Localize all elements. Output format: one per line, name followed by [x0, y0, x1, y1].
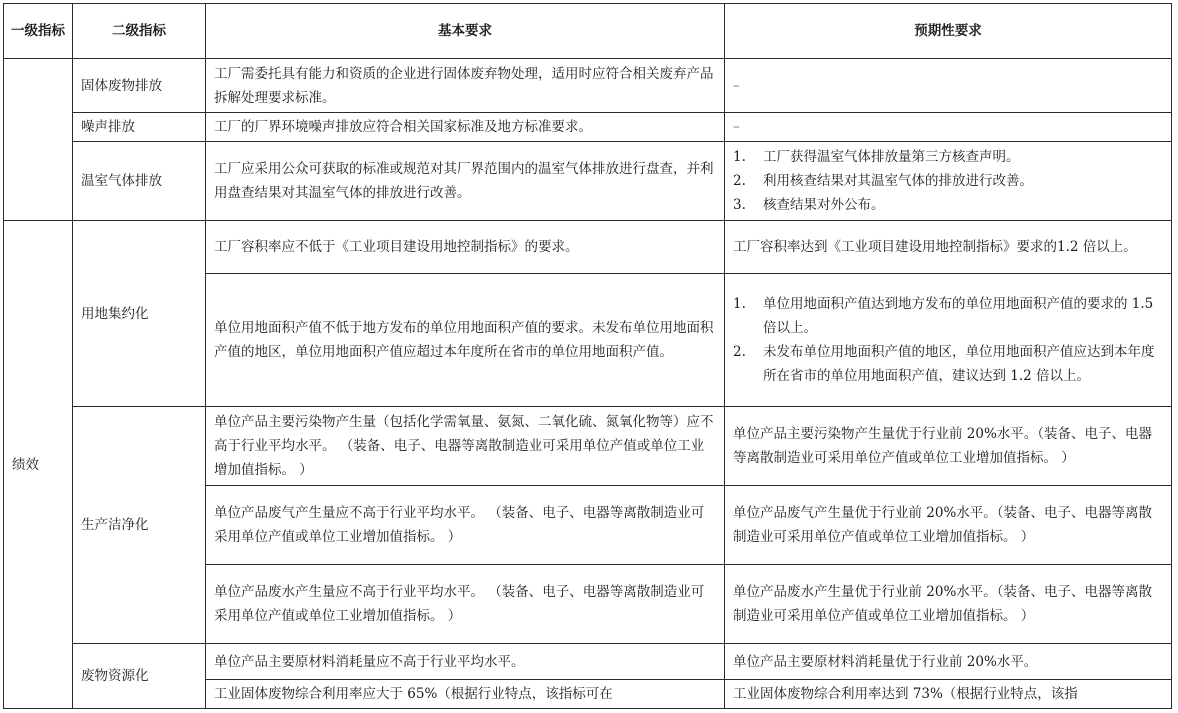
expected-cell: – [725, 113, 1172, 142]
basic-cell: 单位产品主要原材料消耗量应不高于行业平均水平。 [206, 644, 725, 680]
basic-cell: 工厂需委托具有能力和资质的企业进行固体废弃物处理，适用时应符合相关废弃产品拆解处理要求标准。 [206, 59, 725, 113]
expected-cell: – [725, 59, 1172, 113]
basic-cell: 单位产品废水产生量应不高于行业平均水平。 （装备、电子、电器等离散制造业可采用单位产值或单位工业增加值指标。 ） [206, 565, 725, 644]
level2-cell: 固体废物排放 [73, 59, 206, 113]
header-level2: 二级指标 [73, 4, 206, 59]
land-expected-list [733, 292, 1163, 388]
level2-cell: 生产洁净化 [73, 407, 206, 644]
basic-cell: 单位产品主要污染物产生量（包括化学需氧量、氨氮、二氧化硫、氮氧化物等）应不高于行业平均水平。 （装备、电子、电器等离散制造业可采用单位产值或单位工业增加值指标。 ） [206, 407, 725, 486]
expected-cell: 工厂容积率达到《工业项目建设用地控制指标》要求的1.2 倍以上。 [725, 221, 1172, 274]
indicator-table [3, 3, 1172, 709]
table-row [4, 221, 1172, 274]
level2-cell: 噪声排放 [73, 113, 206, 142]
list-item: 2. 未发布单位用地面积产值的地区，单位用地面积产值应达到本年度所在省市的单位用地面积产值，建议达到 1.2 倍以上。 [733, 344, 1155, 384]
expected-cell: 单位产品主要污染物产生量优于行业前 20%水平。（装备、电子、电器等离散制造业可采用单位产值或单位工业增加值指标。 ） [725, 407, 1172, 486]
list-item: 1. 工厂获得温室气体排放量第三方核查声明。 [733, 149, 1020, 165]
header-level1: 一级指标 [4, 4, 73, 59]
ghg-expected-list [733, 145, 1163, 217]
level2-cell: 废物资源化 [73, 644, 206, 709]
header-basic: 基本要求 [206, 4, 725, 59]
table-row [4, 113, 1172, 142]
basic-cell: 单位产品废气产生量应不高于行业平均水平。 （装备、电子、电器等离散制造业可采用单位产值或单位工业增加值指标。 ） [206, 486, 725, 565]
table-row [4, 59, 1172, 113]
level1-blank-cell [4, 59, 73, 221]
table-row [4, 644, 1172, 680]
list-item: 2. 利用核查结果对其温室气体的排放进行改善。 [733, 173, 1033, 189]
expected-cell [725, 274, 1172, 407]
expected-cell: 单位产品废水产生量优于行业前 20%水平。（装备、电子、电器等离散制造业可采用单位产值或单位工业增加值指标。 ） [725, 565, 1172, 644]
header-expected: 预期性要求 [725, 4, 1172, 59]
expected-cell [725, 142, 1172, 221]
level2-cell: 用地集约化 [73, 221, 206, 407]
basic-cell: 工业固体废物综合利用率应大于 65%（根据行业特点，该指标可在 [206, 680, 725, 709]
table-row [4, 407, 1172, 486]
basic-cell: 工厂的厂界环境噪声排放应符合相关国家标准及地方标准要求。 [206, 113, 725, 142]
table-row [4, 142, 1172, 221]
list-item: 1. 单位用地面积产值达到地方发布的单位用地面积产值的要求的 1.5 倍以上。 [733, 296, 1154, 336]
expected-cell: 工业固体废物综合利用率达到 73%（根据行业特点，该指 [725, 680, 1172, 709]
basic-cell: 工厂应采用公众可获取的标准或规范对其厂界范围内的温室气体排放进行盘查，并利用盘查结果对其温室气体的排放进行改善。 [206, 142, 725, 221]
basic-cell: 单位用地面积产值不低于地方发布的单位用地面积产值的要求。未发布单位用地面积产值的地区，单位用地面积产值应超过本年度所在省市的单位用地面积产值。 [206, 274, 725, 407]
expected-cell: 单位产品主要原材料消耗量优于行业前 20%水平。 [725, 644, 1172, 680]
level2-cell: 温室气体排放 [73, 142, 206, 221]
basic-cell: 工厂容积率应不低于《工业项目建设用地控制指标》的要求。 [206, 221, 725, 274]
header-row [4, 4, 1172, 59]
expected-cell: 单位产品废气产生量优于行业前 20%水平。（装备、电子、电器等离散制造业可采用单位产值或单位工业增加值指标。 ） [725, 486, 1172, 565]
list-item: 3. 核查结果对外公布。 [733, 197, 885, 213]
level1-performance: 绩效 [4, 221, 73, 709]
